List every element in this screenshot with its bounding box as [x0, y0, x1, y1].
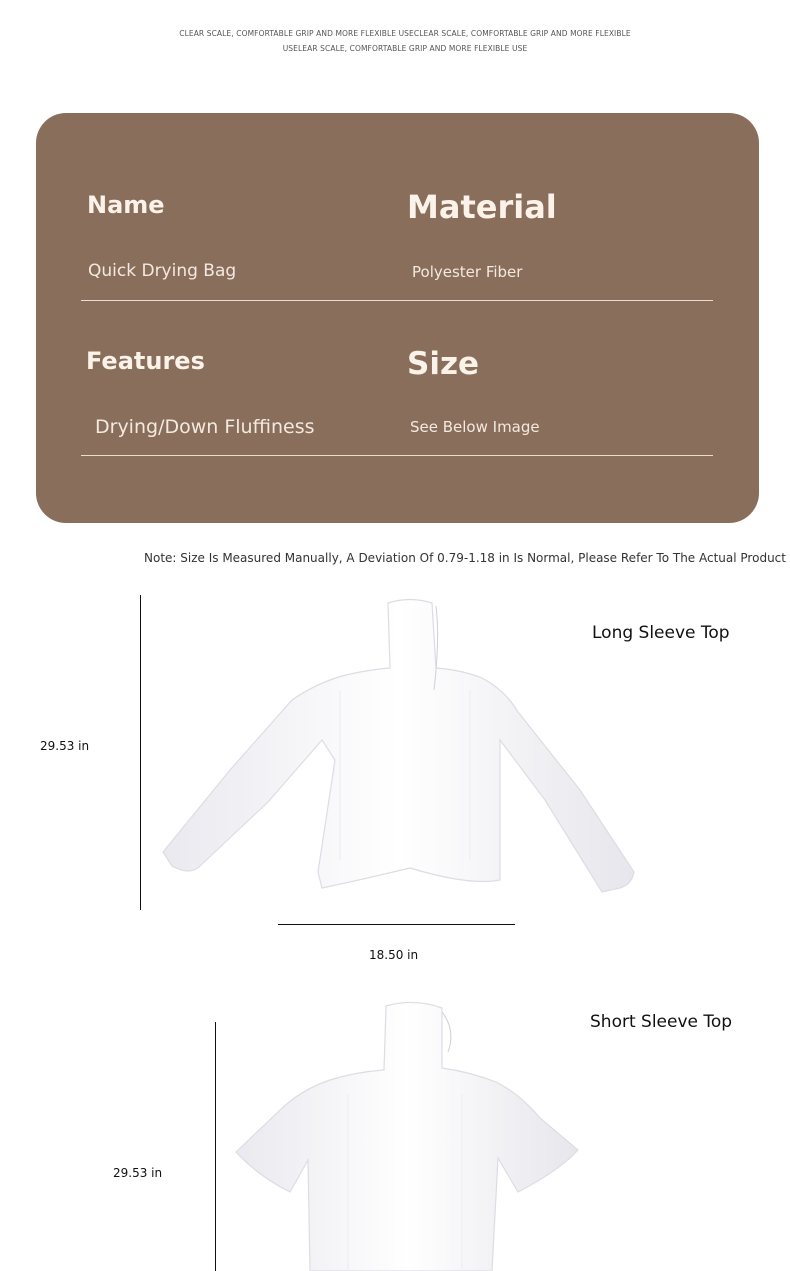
long-sleeve-title: Long Sleeve Top [592, 623, 730, 643]
measurement-note: Note: Size Is Measured Manually, A Deviation Of 0.79-1.18 in Is Normal, Please Refer To The Actual Product [144, 551, 786, 565]
long-sleeve-height-label: 29.53 in [40, 739, 90, 753]
name-label: Name [87, 191, 165, 219]
short-sleeve-height-label: 29.53 in [113, 1166, 163, 1180]
long-sleeve-width-label: 18.50 in [369, 948, 419, 962]
short-sleeve-title: Short Sleeve Top [590, 1012, 733, 1032]
features-value: Drying/Down Fluffiness [95, 416, 315, 438]
header-tagline: CLEAR SCALE, COMFORTABLE GRIP AND MORE FLEXIBLE USECLEAR SCALE, COMFORTABLE GRIP AND MORE FLEXIBLE USELEAR SCALE, COMFORTABLE GRIP AND MORE FLEXIBLE USE [179, 29, 631, 53]
material-value: Polyester Fiber [412, 263, 523, 281]
size-value: See Below Image [410, 418, 540, 436]
size-label: Size [407, 346, 480, 382]
name-value: Quick Drying Bag [88, 261, 237, 281]
features-label: Features [86, 347, 205, 375]
material-label: Material [407, 188, 557, 226]
